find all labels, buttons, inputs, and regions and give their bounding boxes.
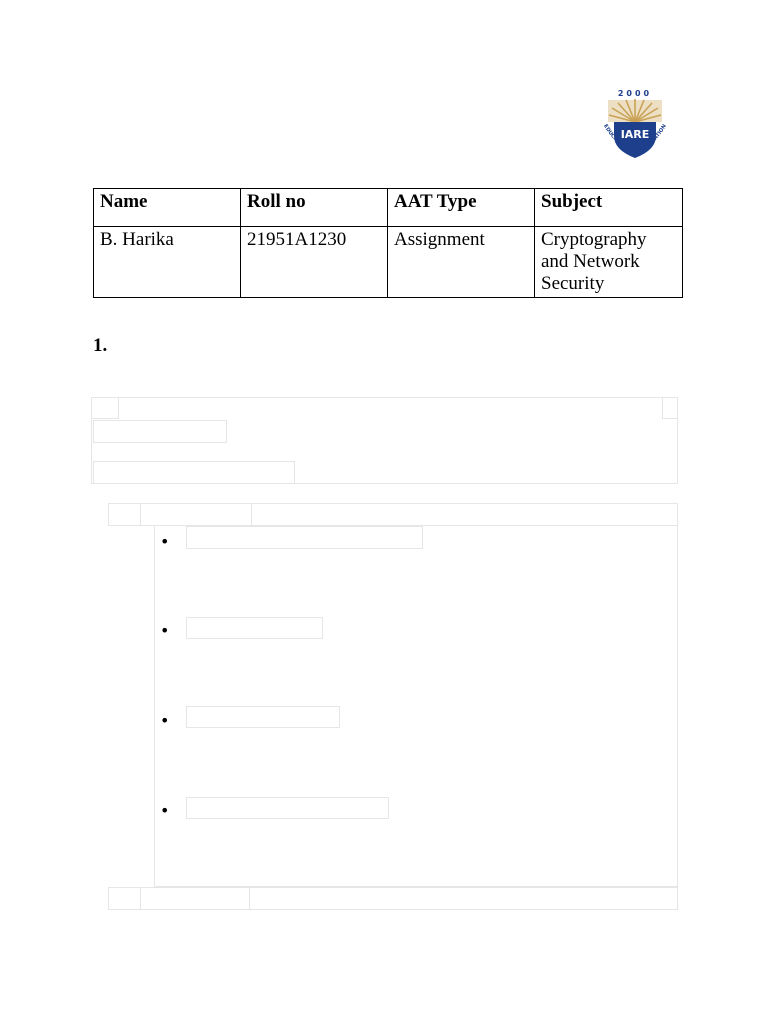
outline-field <box>93 461 295 484</box>
outline-list-field <box>186 526 423 549</box>
outline-list-field <box>186 797 389 819</box>
outline-field <box>93 420 227 443</box>
student-info-table <box>93 188 683 298</box>
table-row <box>94 227 683 298</box>
cell-roll-no: 21951A1230 <box>241 227 388 298</box>
table-header-row <box>94 189 683 227</box>
svg-text:2000: 2000 <box>617 89 653 98</box>
cell-name: B. Harika <box>94 227 241 298</box>
outline-cell <box>108 887 141 910</box>
question-number: 1. <box>93 335 108 356</box>
outline-cell <box>91 397 119 419</box>
outline-list-field <box>186 706 340 728</box>
list-bullet: • <box>160 621 170 640</box>
header-roll-no: Roll no <box>241 189 388 227</box>
header-aat-type: AAT Type <box>388 189 535 227</box>
outline-cell <box>140 887 250 910</box>
svg-text:IARE: IARE <box>620 128 650 141</box>
outline-cell <box>140 503 252 526</box>
outline-list-field <box>186 617 323 639</box>
outline-cell <box>662 397 678 419</box>
svg-text:EDUCATION FOR LIBERATION: EDUCATION FOR LIBERATION <box>602 123 668 154</box>
outline-cell <box>108 503 141 526</box>
iare-logo <box>590 86 680 164</box>
list-bullet: • <box>160 801 170 820</box>
cell-subject: Cryptography and Network Security <box>535 227 683 298</box>
header-subject: Subject <box>535 189 683 227</box>
list-bullet: • <box>160 532 170 551</box>
cell-aat-type: Assignment <box>388 227 535 298</box>
header-name: Name <box>94 189 241 227</box>
list-bullet: • <box>160 711 170 730</box>
iare-emblem-icon <box>590 86 680 164</box>
